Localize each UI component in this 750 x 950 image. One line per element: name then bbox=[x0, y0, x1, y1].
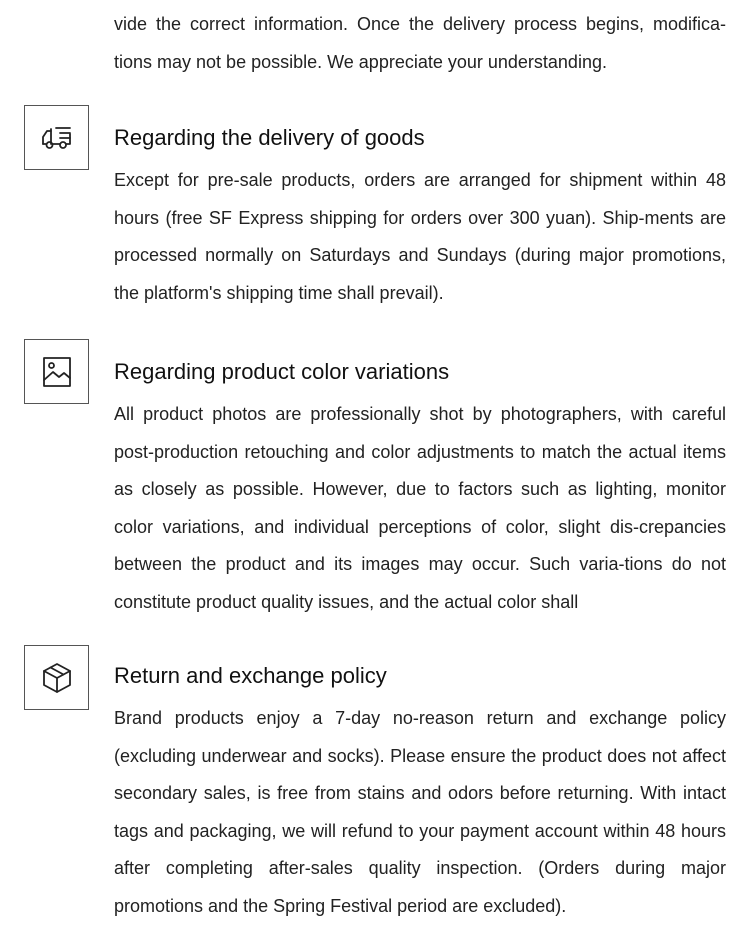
section-title: Regarding the delivery of goods bbox=[114, 125, 425, 150]
intro-paragraph: vide the correct information. Once the delivery process begins, modifica-tions may not be possible. We appreciate your understanding. bbox=[114, 14, 726, 72]
package-box-icon bbox=[24, 645, 89, 710]
section-body: Brand products enjoy a 7-day no-reason return and exchange policy (excluding underwear and socks). Please ensure the product does not affect secondary sales, is free from stains and odors before returning. With intact tags and packaging, we will refund to your payment account within 48 hours after completing after-sales quality inspection. (Orders during major promotions and the Spring Festival period are excluded). bbox=[114, 708, 726, 916]
section-body: All product photos are professionally shot by photographers, with careful post-production retouching and color adjustments to match the actual items as closely as possible. However, due to factors such as lighting, monitor color variations, and individual perceptions of color, slight dis-crepancies between the product and its images may occur. Such varia-tions do not constitute product quality issues, and the actual color shall bbox=[114, 404, 726, 612]
section-title: Return and exchange policy bbox=[114, 663, 387, 688]
image-icon bbox=[24, 339, 89, 404]
delivery-truck-icon bbox=[24, 105, 89, 170]
section-title: Regarding product color variations bbox=[114, 359, 450, 384]
section-body: Except for pre-sale products, orders are arranged for shipment within 48 hours (free SF Express shipping for orders over 300 yuan). Ship-ments are processed normally on Saturdays and Sundays (during major promotions, the platform's shipping time shall prevail). bbox=[114, 170, 726, 303]
